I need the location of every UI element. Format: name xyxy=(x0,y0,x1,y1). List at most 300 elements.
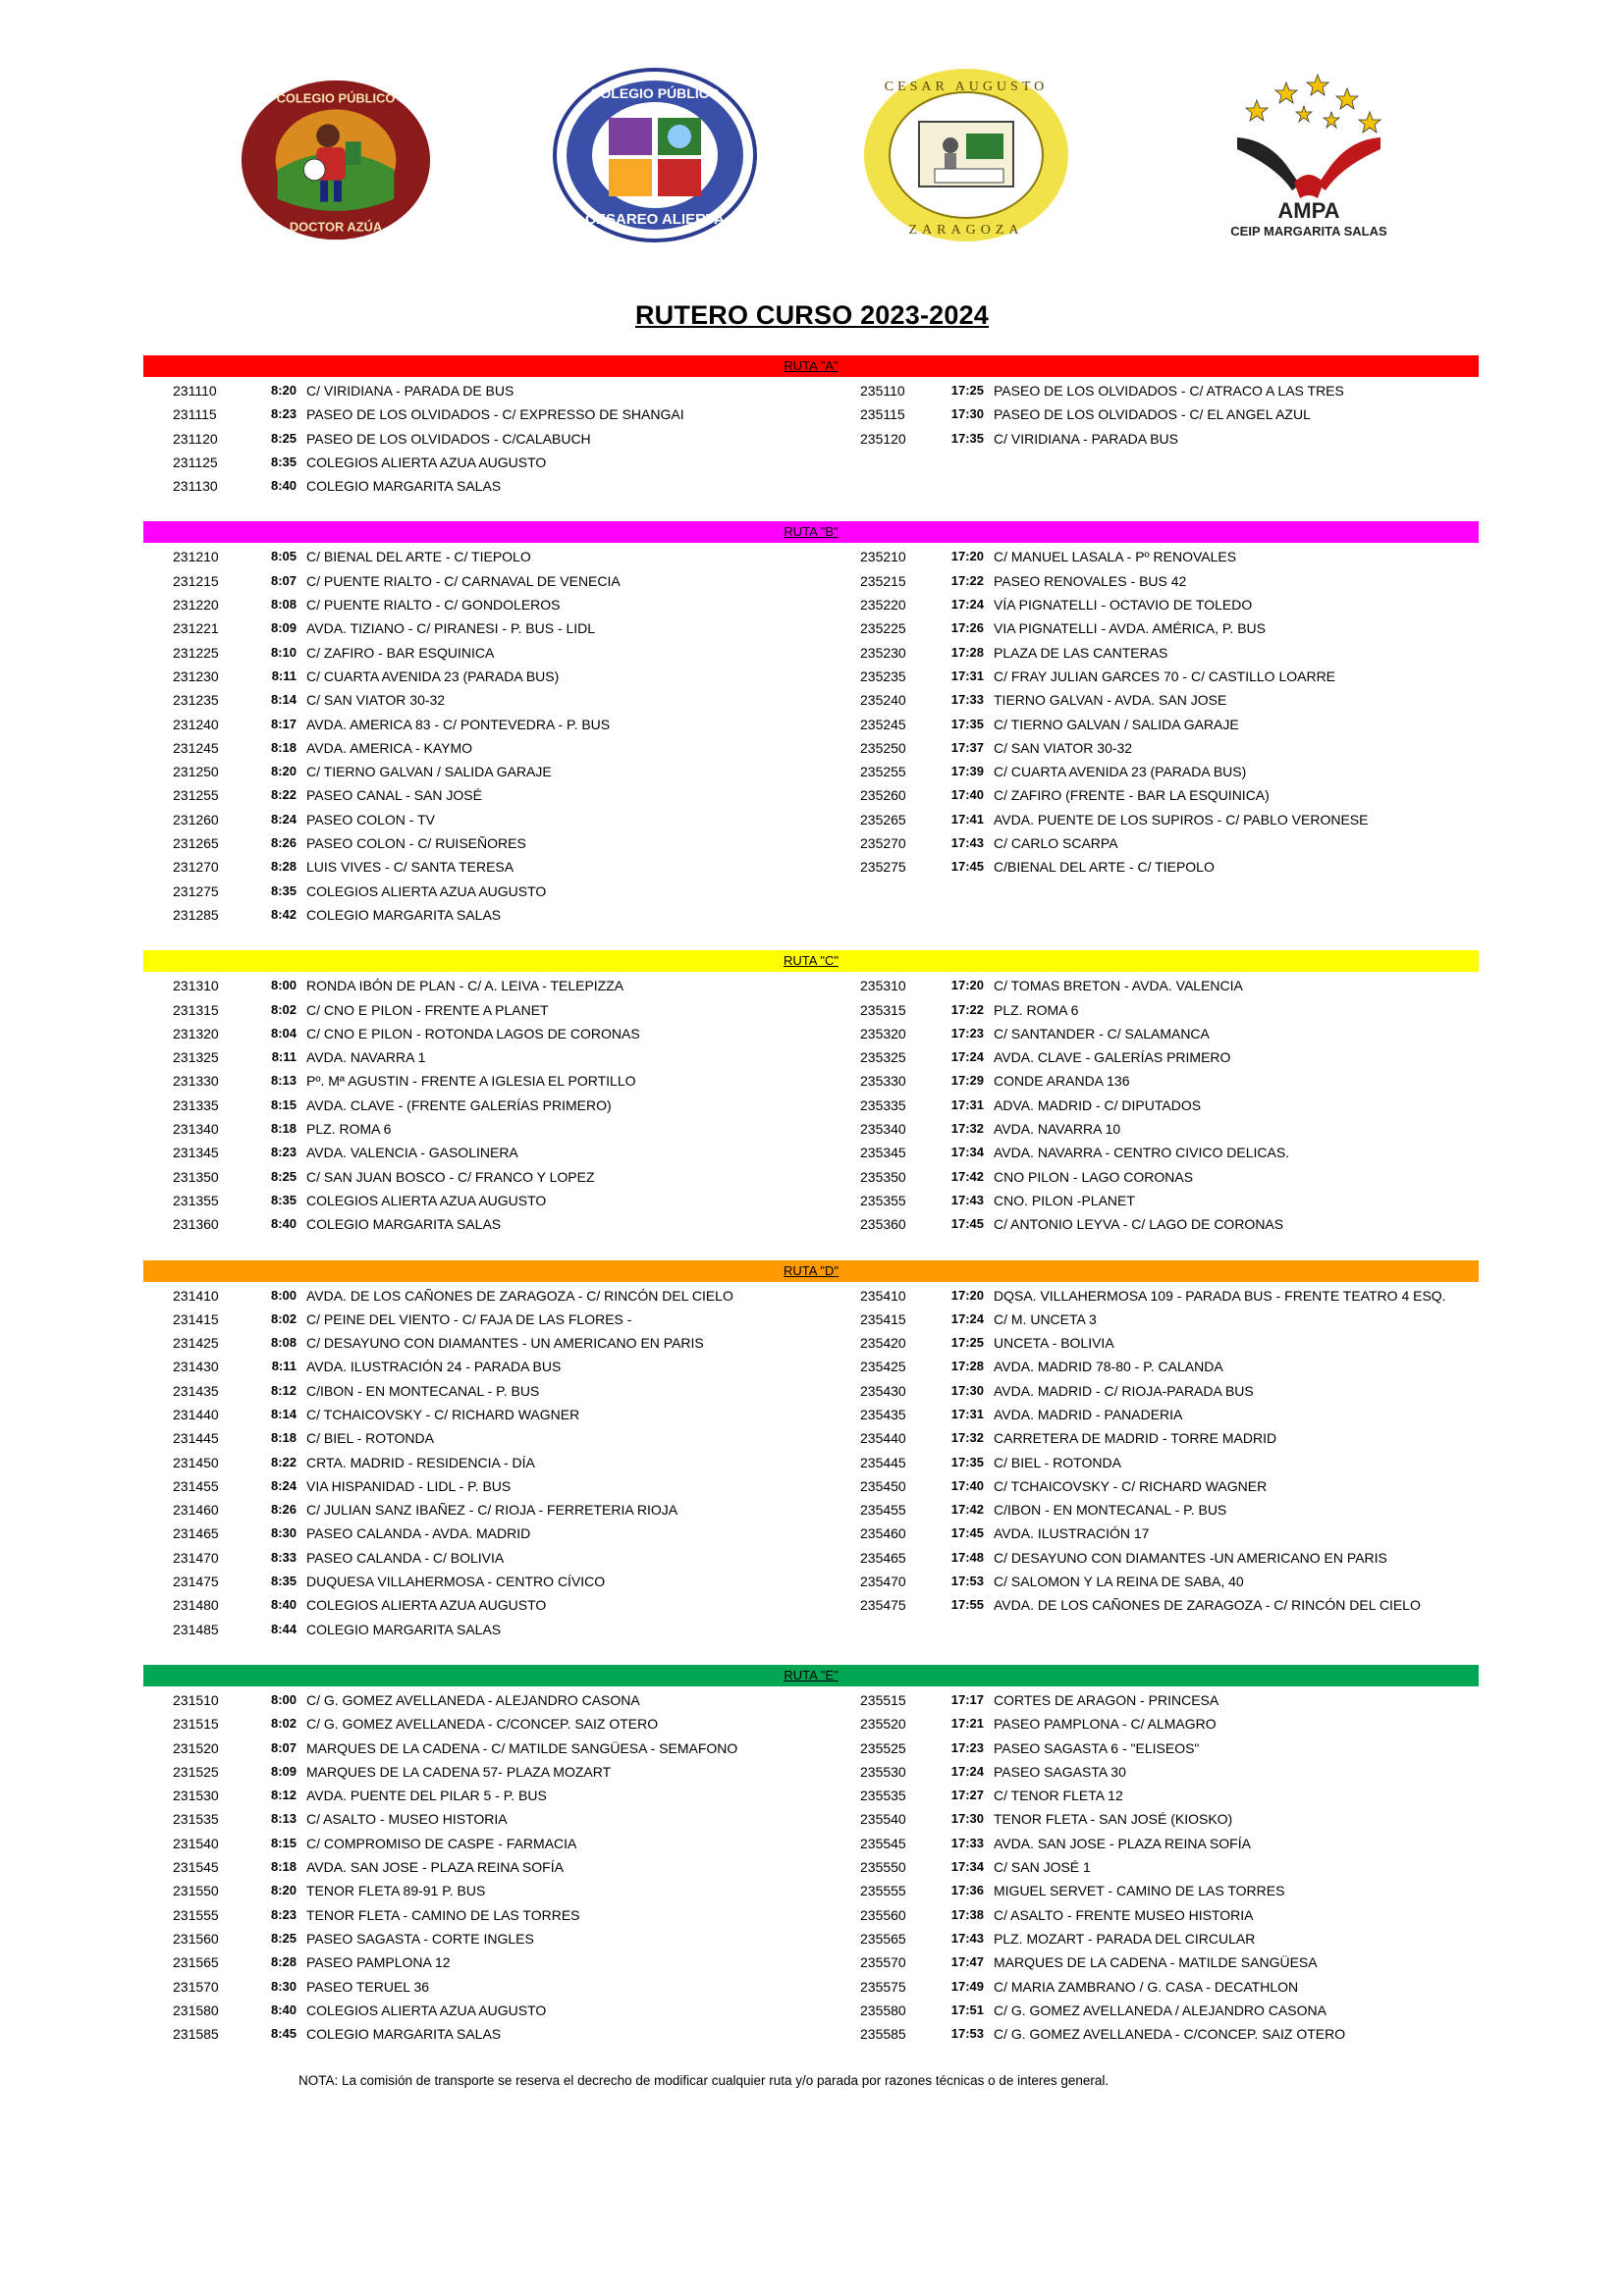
stop-time: 8:33 xyxy=(270,1549,297,1565)
stop-time: 8:09 xyxy=(270,1763,297,1779)
stop-row xyxy=(860,1022,1547,1045)
stop-time: 17:43 xyxy=(950,1930,984,1946)
stop-code: 235415 xyxy=(860,1310,906,1327)
stop-code: 235225 xyxy=(860,620,906,637)
stop-row xyxy=(173,1189,860,1212)
stop-time: 17:30 xyxy=(950,1811,984,1827)
stop-name: C/ DESAYUNO CON DIAMANTES -UN AMERICANO EN PARIS xyxy=(994,1549,1387,1566)
stop-time: 17:47 xyxy=(950,1954,984,1970)
stop-code: 235450 xyxy=(860,1477,906,1494)
stop-row xyxy=(860,1094,1547,1117)
stop-code: 231215 xyxy=(173,572,219,589)
stop-name: PASEO CANAL - SAN JOSÉ xyxy=(306,787,482,804)
stop-time: 8:15 xyxy=(270,1835,297,1850)
stop-time: 17:38 xyxy=(950,1906,984,1922)
stop-time: 8:13 xyxy=(270,1073,297,1089)
stop-code: 231325 xyxy=(173,1049,219,1066)
stop-row xyxy=(173,1022,860,1045)
stop-code: 231275 xyxy=(173,882,219,899)
stop-code: 231350 xyxy=(173,1168,219,1185)
stop-code: 235525 xyxy=(860,1739,906,1756)
stop-time: 8:40 xyxy=(270,1597,297,1613)
stop-time: 17:55 xyxy=(950,1597,984,1613)
stop-name: C/ TCHAICOVSKY - C/ RICHARD WAGNER xyxy=(306,1406,580,1422)
stop-time: 8:20 xyxy=(270,1883,297,1898)
stop-name: COLEGIO MARGARITA SALAS xyxy=(306,906,502,923)
stop-row xyxy=(860,641,1547,665)
stop-code: 235545 xyxy=(860,1835,906,1851)
stop-row xyxy=(860,855,1547,879)
stop-time: 17:22 xyxy=(950,572,984,588)
stop-code: 231580 xyxy=(173,2002,219,2018)
stop-code: 231235 xyxy=(173,692,219,709)
stop-name: PASEO COLON - TV xyxy=(306,811,435,828)
stop-time: 17:48 xyxy=(950,1549,984,1565)
route-section xyxy=(0,950,1624,1236)
stop-code: 235350 xyxy=(860,1168,906,1185)
stop-code: 231335 xyxy=(173,1096,219,1113)
stop-name: C/ BIEL - ROTONDA xyxy=(994,1454,1121,1470)
stop-code: 235420 xyxy=(860,1335,906,1352)
stop-code: 235220 xyxy=(860,597,906,614)
stop-time: 8:23 xyxy=(270,1906,297,1922)
stop-row xyxy=(173,1522,860,1545)
stop-code: 231250 xyxy=(173,764,219,780)
stop-time: 17:35 xyxy=(950,716,984,731)
stop-name: C/ VIRIDIANA - PARADA DE BUS xyxy=(306,383,514,399)
afternoon-stops xyxy=(860,1688,1547,2046)
stop-row xyxy=(860,1189,1547,1212)
stop-time: 17:24 xyxy=(950,1763,984,1779)
stop-name: C/ SAN JUAN BOSCO - C/ FRANCO Y LOPEZ xyxy=(306,1168,595,1185)
stop-name: C/ CUARTA AVENIDA 23 (PARADA BUS) xyxy=(306,667,560,684)
stop-row xyxy=(173,1903,860,1927)
stop-time: 17:43 xyxy=(950,1192,984,1207)
cesareo-alierta-logo xyxy=(552,67,758,243)
stop-row xyxy=(173,1546,860,1570)
stop-time: 8:09 xyxy=(270,620,297,636)
stop-row xyxy=(173,688,860,712)
stop-row xyxy=(173,974,860,997)
stop-row xyxy=(173,1355,860,1378)
stop-time: 8:28 xyxy=(270,1954,297,1970)
stop-time: 17:20 xyxy=(950,549,984,564)
stop-row xyxy=(860,1403,1547,1426)
stop-row xyxy=(860,665,1547,688)
stop-row xyxy=(860,783,1547,807)
stop-name: C/ MARIA ZAMBRANO / G. CASA - DECATHLON xyxy=(994,1978,1299,1995)
stop-time: 8:42 xyxy=(270,906,297,922)
stop-name: C/ G. GOMEZ AVELLANEDA - ALEJANDRO CASONA xyxy=(306,1691,640,1708)
stop-time: 17:34 xyxy=(950,1145,984,1160)
stop-name: MIGUEL SERVET - CAMINO DE LAS TORRES xyxy=(994,1883,1285,1899)
stop-code: 235345 xyxy=(860,1145,906,1161)
stop-code: 235440 xyxy=(860,1430,906,1447)
stop-code: 235115 xyxy=(860,406,905,423)
stop-code: 231120 xyxy=(173,430,218,447)
stop-time: 17:20 xyxy=(950,978,984,993)
stop-code: 235570 xyxy=(860,1954,906,1971)
stop-code: 231115 xyxy=(173,406,217,423)
stop-time: 17:30 xyxy=(950,1382,984,1398)
transport-note: NOTA: La comisión de transporte se reserva el decrecho de modificar cualquier ruta y/o parada por razones técnicas o de interes general. xyxy=(298,2073,1110,2088)
stop-code: 235245 xyxy=(860,716,906,732)
ampa-subtitle: CEIP MARGARITA SALAS xyxy=(1230,224,1387,238)
stop-time: 17:40 xyxy=(950,1477,984,1493)
stop-name: PASEO PAMPLONA 12 xyxy=(306,1954,451,1971)
stop-row xyxy=(173,1999,860,2022)
stop-row xyxy=(173,736,860,760)
stop-time: 17:23 xyxy=(950,1739,984,1755)
morning-stops xyxy=(173,379,860,498)
stop-row xyxy=(860,1165,1547,1189)
stop-code: 231515 xyxy=(173,1716,219,1733)
stop-row xyxy=(860,1212,1547,1236)
stop-name: AVDA. AMERICA - KAYMO xyxy=(306,739,473,756)
stop-row xyxy=(860,569,1547,593)
stop-row xyxy=(173,1784,860,1807)
stop-code: 235320 xyxy=(860,1025,906,1041)
stop-code: 231330 xyxy=(173,1073,219,1090)
stop-row xyxy=(860,379,1547,402)
stop-row xyxy=(173,1284,860,1308)
stop-row xyxy=(860,593,1547,616)
stop-code: 231245 xyxy=(173,739,219,756)
stop-time: 17:17 xyxy=(950,1691,984,1707)
route-header-bar xyxy=(143,1665,1479,1686)
stop-name: AVDA. NAVARRA 10 xyxy=(994,1121,1121,1138)
stop-row xyxy=(173,713,860,736)
stop-code: 231260 xyxy=(173,811,219,828)
stop-time: 8:05 xyxy=(270,549,297,564)
stop-row xyxy=(860,616,1547,640)
stop-name: PASEO TERUEL 36 xyxy=(306,1978,430,1995)
stop-time: 8:23 xyxy=(270,1145,297,1160)
stop-row xyxy=(860,1807,1547,1831)
stop-time: 8:18 xyxy=(270,1859,297,1875)
stop-time: 17:26 xyxy=(950,620,984,636)
stop-row xyxy=(860,1498,1547,1522)
route-label: RUTA "D" xyxy=(784,1262,839,1278)
stop-time: 17:28 xyxy=(950,1359,984,1374)
stop-code: 235275 xyxy=(860,859,906,876)
stop-name: C/ PEINE DEL VIENTO - C/ FAJA DE LAS FLORES - xyxy=(306,1310,632,1327)
stop-time: 17:20 xyxy=(950,1287,984,1303)
stop-code: 231550 xyxy=(173,1883,219,1899)
stop-row xyxy=(860,1117,1547,1141)
stop-name: MARQUES DE LA CADENA - MATILDE SANGÜESA xyxy=(994,1954,1318,1971)
stop-row xyxy=(173,808,860,831)
stop-code: 235255 xyxy=(860,764,906,780)
stop-name: LUIS VIVES - C/ SANTA TERESA xyxy=(306,859,514,876)
stop-code: 235515 xyxy=(860,1691,906,1708)
stop-name: COLEGIOS ALIERTA AZUA AUGUSTO xyxy=(306,2002,547,2018)
stop-time: 17:31 xyxy=(950,1096,984,1112)
ampa-title: AMPA xyxy=(1277,198,1340,223)
stop-code: 235230 xyxy=(860,644,906,661)
stop-name: TENOR FLETA - CAMINO DE LAS TORRES xyxy=(306,1906,580,1923)
stop-name: C/ COMPROMISO DE CASPE - FARMACIA xyxy=(306,1835,577,1851)
stop-time: 17:53 xyxy=(950,2026,984,2042)
stop-name: AVDA. ILUSTRACIÓN 24 - PARADA BUS xyxy=(306,1359,562,1375)
stop-name: COLEGIO MARGARITA SALAS xyxy=(306,1216,502,1233)
stop-code: 235265 xyxy=(860,811,906,828)
stop-code: 235455 xyxy=(860,1502,906,1519)
stop-row xyxy=(860,974,1547,997)
stop-code: 231210 xyxy=(173,549,219,565)
stop-row xyxy=(173,616,860,640)
document-title: RUTERO CURSO 2023-2024 xyxy=(634,300,990,330)
stop-name: PASEO DE LOS OLVIDADOS - C/ ATRACO A LAS TRES xyxy=(994,383,1344,399)
stop-row xyxy=(173,998,860,1022)
stop-name: C/IBON - EN MONTECANAL - P. BUS xyxy=(994,1502,1227,1519)
stop-time: 17:24 xyxy=(950,597,984,613)
stop-code: 231345 xyxy=(173,1145,219,1161)
stop-code: 235460 xyxy=(860,1525,906,1542)
stop-code: 231125 xyxy=(173,454,218,470)
cesareo-alierta-emblem xyxy=(552,67,758,243)
stop-row xyxy=(860,2022,1547,2046)
stop-row xyxy=(173,1094,860,1117)
stop-row xyxy=(173,1593,860,1617)
stop-time: 17:29 xyxy=(950,1073,984,1089)
stop-name: C/ G. GOMEZ AVELLANEDA - C/CONCEP. SAIZ OTERO xyxy=(994,2026,1346,2043)
stop-time: 8:11 xyxy=(271,1359,297,1374)
stop-row xyxy=(860,1855,1547,1879)
stop-name: CARRETERA DE MADRID - TORRE MADRID xyxy=(994,1430,1277,1447)
stop-name: C/ TIERNO GALVAN / SALIDA GARAJE xyxy=(994,716,1239,732)
stop-row xyxy=(173,593,860,616)
stop-name: AVDA. PUENTE DEL PILAR 5 - P. BUS xyxy=(306,1788,547,1804)
stop-time: 8:40 xyxy=(270,1216,297,1232)
stop-name: C/ CNO E PILON - ROTONDA LAGOS DE CORONAS xyxy=(306,1025,640,1041)
stop-code: 235270 xyxy=(860,835,906,852)
stop-name: C/ SAN JOSÉ 1 xyxy=(994,1859,1091,1876)
stop-row xyxy=(173,1331,860,1355)
stop-time: 17:33 xyxy=(950,692,984,708)
stop-name: C/ G. GOMEZ AVELLANEDA - C/CONCEP. SAIZ OTERO xyxy=(306,1716,659,1733)
stop-time: 8:22 xyxy=(270,787,297,803)
stop-row xyxy=(860,1927,1547,1950)
stop-name: C/ M. UNCETA 3 xyxy=(994,1310,1097,1327)
route-section xyxy=(0,355,1624,498)
stop-name: C/ BIEL - ROTONDA xyxy=(306,1430,434,1447)
stop-code: 231225 xyxy=(173,644,219,661)
stop-code: 231480 xyxy=(173,1597,219,1614)
stop-time: 8:26 xyxy=(270,835,297,851)
stop-time: 8:35 xyxy=(270,454,297,469)
stop-row xyxy=(860,1451,1547,1474)
stop-row xyxy=(860,998,1547,1022)
stop-code: 231450 xyxy=(173,1454,219,1470)
stop-code: 235430 xyxy=(860,1382,906,1399)
stop-row xyxy=(173,1451,860,1474)
stop-row xyxy=(173,1832,860,1855)
stop-name: PLZ. MOZART - PARADA DEL CIRCULAR xyxy=(994,1930,1256,1947)
stop-code: 235355 xyxy=(860,1192,906,1208)
stop-row xyxy=(860,1999,1547,2022)
stop-time: 17:23 xyxy=(950,1025,984,1041)
stop-row xyxy=(860,688,1547,712)
stop-name: C/ DESAYUNO CON DIAMANTES - UN AMERICANO EN PARIS xyxy=(306,1335,704,1352)
stop-code: 231445 xyxy=(173,1430,219,1447)
stop-time: 8:11 xyxy=(271,1049,297,1065)
stop-time: 8:02 xyxy=(270,1310,297,1326)
stop-code: 235435 xyxy=(860,1406,906,1422)
stop-time: 17:36 xyxy=(950,1883,984,1898)
stop-time: 17:39 xyxy=(950,764,984,779)
stop-name: C/ MANUEL LASALA - Pº RENOVALES xyxy=(994,549,1237,565)
stop-code: 231565 xyxy=(173,1954,219,1971)
stop-name: CNO PILON - LAGO CORONAS xyxy=(994,1168,1194,1185)
stop-row xyxy=(173,402,860,426)
stop-code: 231470 xyxy=(173,1549,219,1566)
morning-stops xyxy=(173,1284,860,1641)
stop-row xyxy=(173,569,860,593)
stop-time: 8:26 xyxy=(270,1502,297,1518)
stop-code: 231265 xyxy=(173,835,219,852)
stop-row xyxy=(860,1546,1547,1570)
stop-time: 8:25 xyxy=(270,1168,297,1184)
stop-name: COLEGIO MARGARITA SALAS xyxy=(306,478,502,495)
stop-row xyxy=(860,1308,1547,1331)
stop-code: 235520 xyxy=(860,1716,906,1733)
stop-name: AVDA. SAN JOSE - PLAZA REINA SOFÍA xyxy=(994,1835,1251,1851)
stop-time: 8:15 xyxy=(270,1096,297,1112)
stop-row xyxy=(860,1474,1547,1498)
stop-name: ADVA. MADRID - C/ DIPUTADOS xyxy=(994,1096,1202,1113)
route-header-bar xyxy=(143,950,1479,972)
stop-row xyxy=(173,2022,860,2046)
stop-row xyxy=(173,379,860,402)
stop-row xyxy=(173,1807,860,1831)
stop-row xyxy=(173,1141,860,1164)
stop-time: 8:12 xyxy=(270,1788,297,1803)
cesareo-alierta-top-text: COLEGIO PÚBLICO xyxy=(590,85,720,101)
stop-name: C/ TCHAICOVSKY - C/ RICHARD WAGNER xyxy=(994,1477,1268,1494)
stop-code: 231355 xyxy=(173,1192,219,1208)
stop-time: 8:00 xyxy=(270,1287,297,1303)
stop-name: PASEO SAGASTA - CORTE INGLES xyxy=(306,1930,534,1947)
stop-time: 8:25 xyxy=(270,430,297,446)
stop-code: 231530 xyxy=(173,1788,219,1804)
stop-row xyxy=(860,1950,1547,1974)
stop-name: AVDA. PUENTE DE LOS SUPIROS - C/ PABLO VERONESE xyxy=(994,811,1369,828)
stop-time: 17:41 xyxy=(950,811,984,827)
stop-time: 8:00 xyxy=(270,978,297,993)
stop-row xyxy=(860,1045,1547,1069)
stop-name: UNCETA - BOLIVIA xyxy=(994,1335,1114,1352)
stop-code: 231320 xyxy=(173,1025,219,1041)
stop-name: PASEO CALANDA - C/ BOLIVIA xyxy=(306,1549,505,1566)
stop-row xyxy=(860,1570,1547,1593)
route-header-bar xyxy=(143,521,1479,543)
stop-row xyxy=(860,1141,1547,1164)
stop-code: 235110 xyxy=(860,383,905,399)
stop-name: C/ PUENTE RIALTO - C/ GONDOLEROS xyxy=(306,597,561,614)
stop-row xyxy=(173,545,860,568)
stop-time: 8:02 xyxy=(270,1001,297,1017)
stop-time: 17:45 xyxy=(950,1525,984,1541)
stop-name: COLEGIO MARGARITA SALAS xyxy=(306,1621,502,1637)
stop-time: 8:04 xyxy=(270,1025,297,1041)
stop-code: 235565 xyxy=(860,1930,906,1947)
stop-name: PASEO RENOVALES - BUS 42 xyxy=(994,572,1187,589)
stop-name: C/ VIRIDIANA - PARADA BUS xyxy=(994,430,1179,447)
stop-time: 8:00 xyxy=(270,1691,297,1707)
stop-row xyxy=(173,1426,860,1450)
stop-row xyxy=(860,1975,1547,1999)
stop-name: C/IBON - EN MONTECANAL - P. BUS xyxy=(306,1382,540,1399)
stop-row xyxy=(860,713,1547,736)
stop-name: PASEO DE LOS OLVIDADOS - C/CALABUCH xyxy=(306,430,591,447)
stop-name: PASEO CALANDA - AVDA. MADRID xyxy=(306,1525,531,1542)
stop-name: VÍA PIGNATELLI - OCTAVIO DE TOLEDO xyxy=(994,597,1253,614)
stop-name: AVDA. AMERICA 83 - C/ PONTEVEDRA - P. BUS xyxy=(306,716,611,732)
stop-row xyxy=(860,760,1547,783)
stop-time: 8:08 xyxy=(270,597,297,613)
stop-time: 8:17 xyxy=(270,716,297,731)
stop-code: 235360 xyxy=(860,1216,906,1233)
stop-time: 8:44 xyxy=(270,1621,297,1636)
stop-time: 8:12 xyxy=(270,1382,297,1398)
stop-name: C/BIENAL DEL ARTE - C/ TIEPOLO xyxy=(994,859,1215,876)
stop-name: C/ ZAFIRO - BAR ESQUINICA xyxy=(306,644,495,661)
stop-name: AVDA. NAVARRA - CENTRO CIVICO DELICAS. xyxy=(994,1145,1290,1161)
stop-time: 8:20 xyxy=(270,764,297,779)
stop-code: 235580 xyxy=(860,2002,906,2018)
stop-time: 8:18 xyxy=(270,1121,297,1137)
stop-row xyxy=(173,855,860,879)
stop-name: AVDA. TIZIANO - C/ PIRANESI - P. BUS - LIDL xyxy=(306,620,596,637)
stop-time: 8:35 xyxy=(270,882,297,898)
stop-code: 231315 xyxy=(173,1001,219,1018)
route-section xyxy=(0,1665,1624,2046)
stop-time: 17:25 xyxy=(950,1335,984,1351)
stop-name: AVDA. MADRID 78-80 - P. CALANDA xyxy=(994,1359,1223,1375)
route-label: RUTA "C" xyxy=(784,953,839,969)
stop-row xyxy=(173,474,860,498)
stop-row xyxy=(173,1403,860,1426)
stop-code: 235555 xyxy=(860,1883,906,1899)
stop-name: C/ CARLO SCARPA xyxy=(994,835,1118,852)
stop-row xyxy=(173,1379,860,1403)
stop-code: 231220 xyxy=(173,597,219,614)
stop-name: DQSA. VILLAHERMOSA 109 - PARADA BUS - FRENTE TEATRO 4 ESQ. xyxy=(994,1287,1446,1304)
stop-name: AVDA. CLAVE - (FRENTE GALERÍAS PRIMERO) xyxy=(306,1096,612,1113)
stop-code: 231585 xyxy=(173,2026,219,2043)
cesar-augusto-bottom-text: ZARAGOZA xyxy=(908,223,1024,238)
stop-name: CNO. PILON -PLANET xyxy=(994,1192,1135,1208)
stop-code: 235540 xyxy=(860,1811,906,1828)
stop-time: 8:08 xyxy=(270,1335,297,1351)
stop-name: C/ PUENTE RIALTO - C/ CARNAVAL DE VENECIA xyxy=(306,572,621,589)
stop-name: C/ SANTANDER - C/ SALAMANCA xyxy=(994,1025,1210,1041)
stop-name: C/ ZAFIRO (FRENTE - BAR LA ESQUINICA) xyxy=(994,787,1270,804)
stop-code: 231540 xyxy=(173,1835,219,1851)
stop-code: 235315 xyxy=(860,1001,906,1018)
stop-time: 8:25 xyxy=(270,1930,297,1946)
stop-name: C/ ASALTO - FRENTE MUSEO HISTORIA xyxy=(994,1906,1254,1923)
stop-row xyxy=(173,1117,860,1141)
cesar-augusto-logo xyxy=(860,65,1072,245)
stop-name: PASEO DE LOS OLVIDADOS - C/ EL ANGEL AZUL xyxy=(994,406,1311,423)
stop-row xyxy=(173,1855,860,1879)
stop-code: 235120 xyxy=(860,430,906,447)
stop-name: PASEO DE LOS OLVIDADOS - C/ EXPRESSO DE SHANGAI xyxy=(306,406,684,423)
stop-row xyxy=(173,1069,860,1093)
doctor-azua-top-text: COLEGIO PÚBLICO xyxy=(276,90,396,106)
